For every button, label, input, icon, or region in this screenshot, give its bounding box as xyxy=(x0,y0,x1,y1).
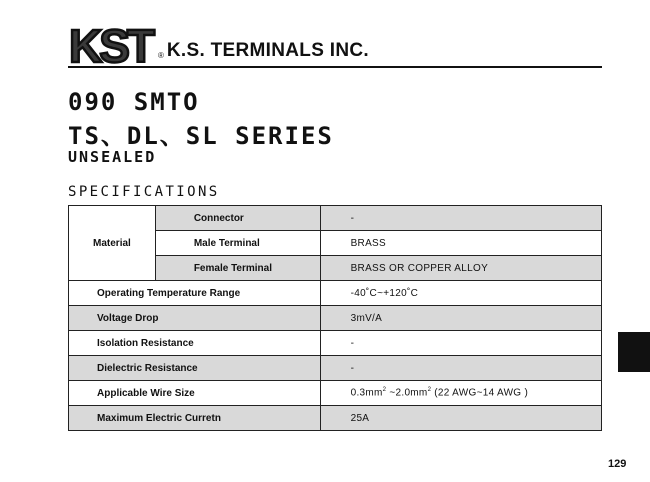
wire-size-max-exponent: 2 xyxy=(427,387,432,394)
kst-logo-mark xyxy=(68,22,156,66)
spec-value: -40˚C~+120˚C xyxy=(320,281,601,306)
title-sealing: UNSEALED xyxy=(68,148,157,166)
spec-label: Voltage Drop xyxy=(69,306,321,331)
registered-mark: ® xyxy=(158,51,164,60)
spec-label: Operating Temperature Range xyxy=(69,281,321,306)
material-label: Material xyxy=(69,206,156,281)
table-row xyxy=(69,306,602,331)
header-divider xyxy=(68,66,602,68)
table-row xyxy=(69,206,602,231)
material-value: BRASS xyxy=(320,231,601,256)
title-product: 090 SMTO xyxy=(68,88,200,116)
wire-size-min: 0.3mm xyxy=(350,387,383,399)
spec-label: Isolation Resistance xyxy=(69,331,321,356)
company-name: K.S. TERMINALS INC. xyxy=(166,40,369,61)
wire-size-max: ~2.0mm xyxy=(386,387,428,399)
specifications-table xyxy=(68,205,602,431)
table-row xyxy=(69,331,602,356)
spec-label: Dielectric Resistance xyxy=(69,356,321,381)
spec-label: Applicable Wire Size xyxy=(69,381,321,406)
material-value: BRASS OR COPPER ALLOY xyxy=(320,256,601,281)
table-row xyxy=(69,281,602,306)
spec-label: Maximum Electric Curretn xyxy=(69,406,321,431)
material-sub-label: Female Terminal xyxy=(155,256,320,281)
logo-text: KST xyxy=(69,22,152,66)
title-series: TS、DL、SL SERIES xyxy=(68,122,334,150)
specifications-heading: SPECIFICATIONS xyxy=(68,184,220,200)
spec-value: 3mV/A xyxy=(320,306,601,331)
material-sub-label: Connector xyxy=(155,206,320,231)
table-row xyxy=(69,381,602,406)
section-tab-marker xyxy=(618,332,650,372)
wire-size-min-exponent: 2 xyxy=(382,387,387,394)
spec-value-wire-size xyxy=(320,381,601,406)
wire-size-awg: (22 AWG~14 AWG ) xyxy=(431,387,529,399)
material-value: - xyxy=(320,206,601,231)
spec-value: - xyxy=(320,331,601,356)
spec-value: 25A xyxy=(320,406,601,431)
company-logo xyxy=(68,20,369,66)
page-number: 129 xyxy=(608,458,627,470)
material-sub-label: Male Terminal xyxy=(155,231,320,256)
table-row xyxy=(69,356,602,381)
table-row xyxy=(69,406,602,431)
spec-value: - xyxy=(320,356,601,381)
